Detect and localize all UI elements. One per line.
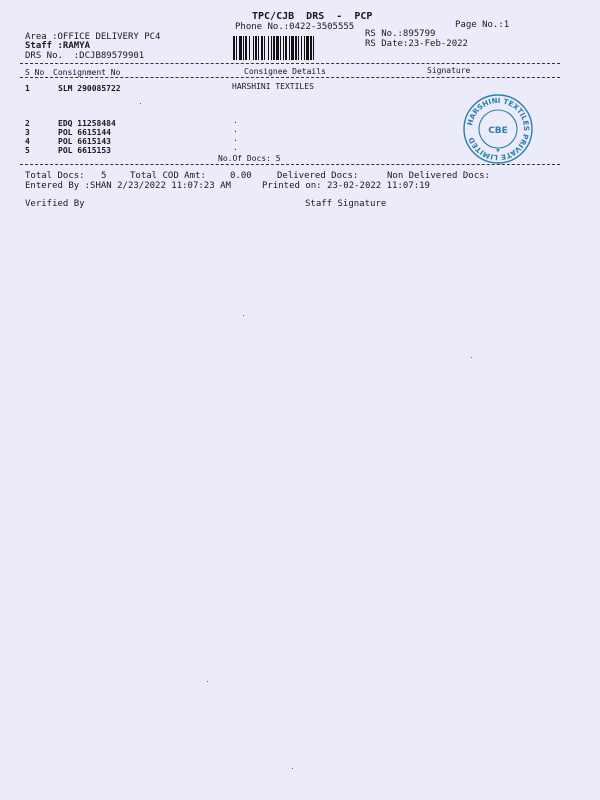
row-consignment: POL 6615144	[58, 128, 111, 137]
svg-text:CBE: CBE	[488, 126, 508, 136]
area-label: Area :OFFICE DELIVERY PC4	[25, 32, 161, 42]
total-cod-value: 0.00	[230, 171, 252, 181]
row-consignment: POL 6615153	[58, 146, 111, 155]
staff-label: Staff :RAMYA	[25, 41, 91, 51]
total-docs-value: 5	[101, 171, 107, 181]
delivered-docs-label: Delivered Docs:	[277, 171, 359, 181]
non-delivered-docs-label: Non Delivered Docs:	[387, 171, 490, 181]
divider-bottom	[20, 164, 560, 165]
row-consignee: .	[233, 134, 238, 143]
verified-by-label: Verified By	[25, 199, 85, 209]
row-consignee: .	[233, 125, 238, 134]
row-consignee: HARSHINI TEXTILES	[232, 82, 314, 91]
row-consignment: EDQ 11258484	[58, 119, 116, 128]
row-consignment: SLM 290085722	[58, 84, 121, 93]
column-header-signature: Signature	[427, 66, 471, 75]
divider-top	[20, 63, 560, 64]
rs-number: RS No.:895799	[365, 29, 436, 39]
company-seal-stamp	[462, 93, 534, 165]
row-sno: 3	[25, 128, 30, 137]
column-header-consignment: Consignment No	[53, 68, 121, 77]
no-of-docs: No.Of Docs: 5	[218, 154, 281, 163]
document-title: TPC/CJB DRS - PCP	[252, 11, 373, 22]
row-sno: 5	[25, 146, 30, 155]
rs-date: RS Date:23-Feb-2022	[365, 39, 468, 49]
phone-number: Phone No.:0422-3505555	[235, 22, 355, 32]
page-number: Page No.:1	[455, 20, 510, 30]
total-docs-label: Total Docs:	[25, 171, 85, 181]
row-consignee: .	[233, 143, 238, 152]
printed-on: Printed on: 23-02-2022 11:07:19	[262, 181, 430, 191]
row-sno: 2	[25, 119, 30, 128]
row-consignment: POL 6615143	[58, 137, 111, 146]
svg-text:★: ★	[495, 147, 501, 154]
row-consignee: .	[233, 116, 238, 125]
entered-by: Entered By :SHAN 2/23/2022 11:07:23 AM	[25, 181, 231, 191]
column-header-sno: S No	[25, 68, 45, 77]
divider-header	[20, 77, 560, 78]
staff-signature-label: Staff Signature	[305, 199, 387, 209]
row-sno: 1	[25, 84, 30, 93]
barcode	[232, 36, 354, 60]
column-header-consignee: Consignee Details	[244, 67, 326, 76]
drs-number: DRS No. :DCJB89579901	[25, 51, 145, 61]
row-sno: 4	[25, 137, 30, 146]
svg-text:HARSHINI TEXTILES PRIVATE LIMI: HARSHINI TEXTILES PRIVATE LIMITED	[465, 95, 532, 163]
total-cod-label: Total COD Amt:	[130, 171, 206, 181]
